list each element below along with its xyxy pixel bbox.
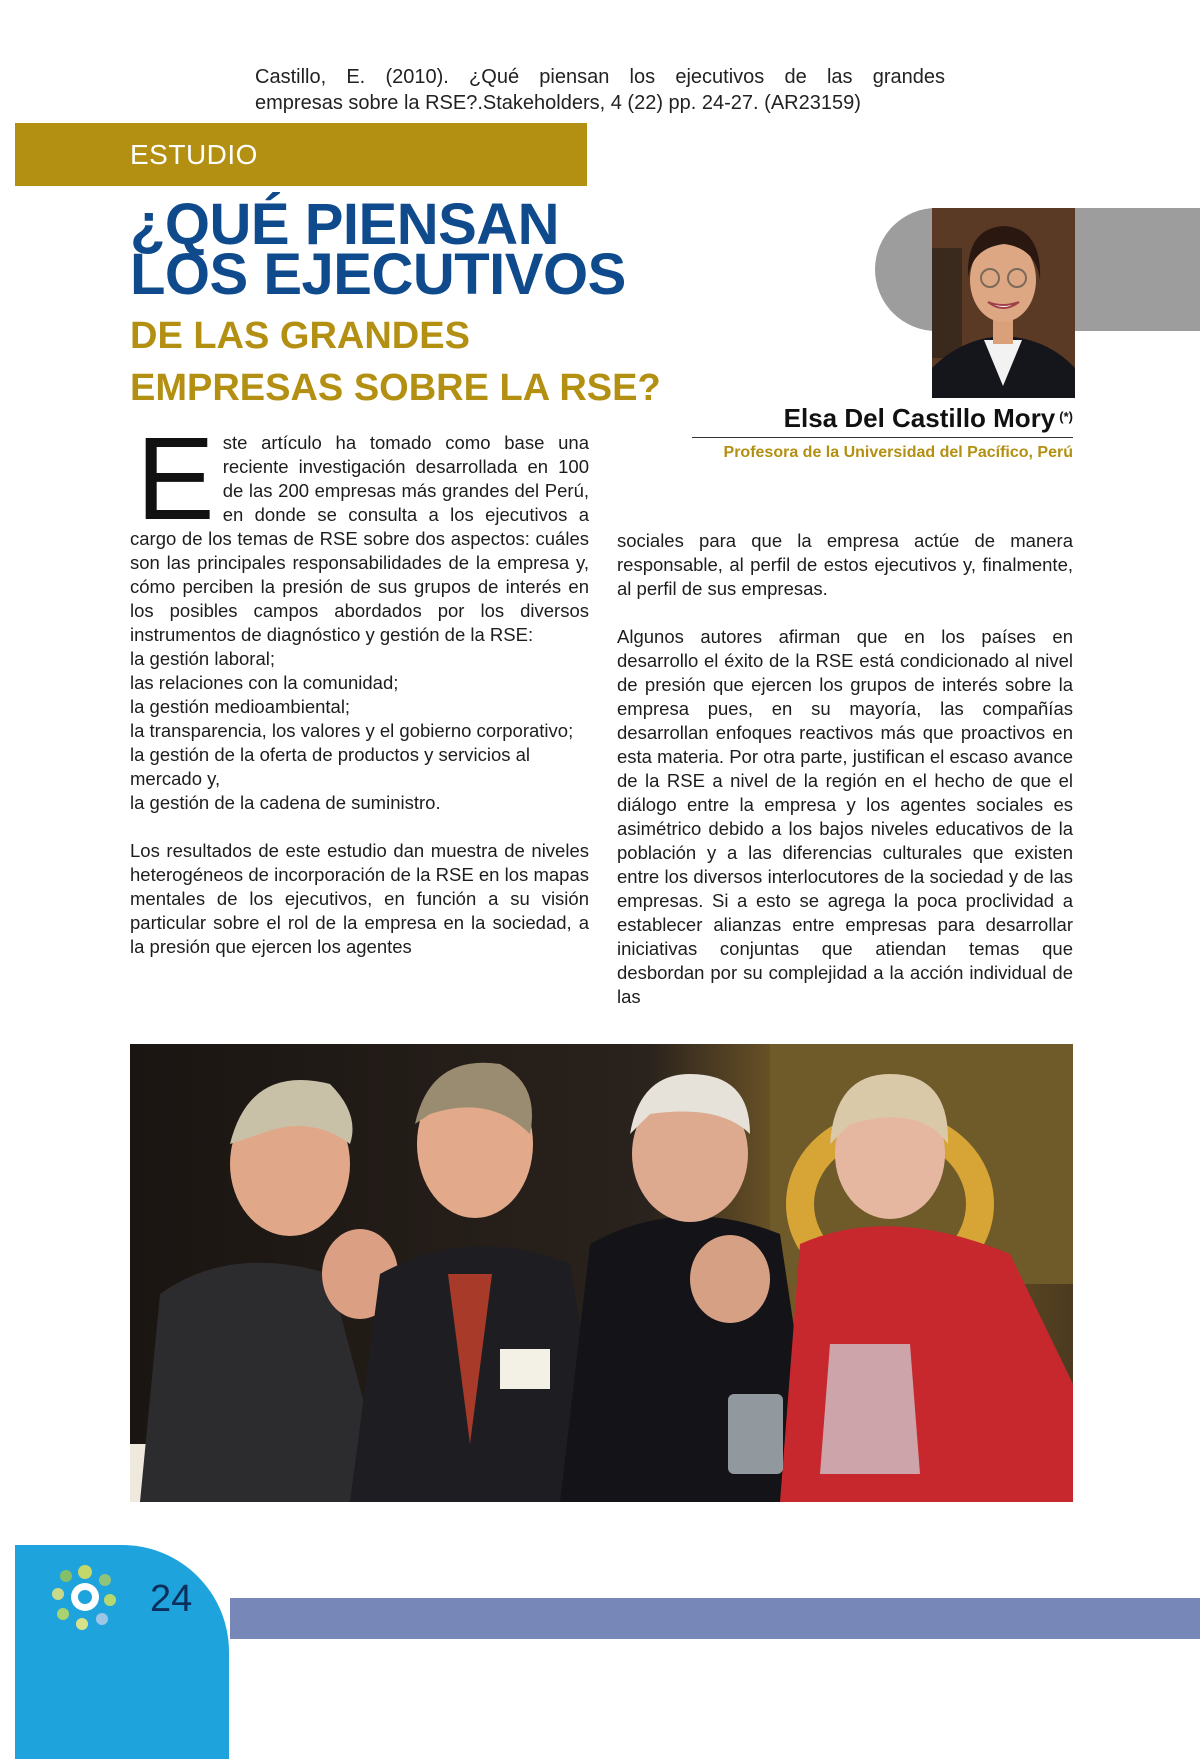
section-bar <box>15 123 587 186</box>
list-item: la gestión laboral; <box>130 648 276 669</box>
body-column-1 <box>130 413 589 959</box>
body-column-2 <box>617 529 1073 1009</box>
author-name <box>784 403 1073 434</box>
paragraph-2: Los resultados de este estudio dan muestra de niveles heterogéneos de incorporación de la RSE en los mapas mentales de los ejecutivos, en función a su visión particular sobre el rol de la empresa en la sociedad, a la presión que ejercen los agentes <box>130 840 589 957</box>
paragraph-4: Algunos autores afirman que en los países en desarrollo el éxito de la RSE está condicionado al nivel de presión que ejercen los grupos de interés sobre la empresa pues, en su mayoría, las compañías desarrollan enfoques reactivos más que proactivos en esta materia. Por otra parte, justifican el escaso avance de la RSE a nivel de la región en el hecho de que el diálogo entre la empresa y los agentes sociales es asimétrico debido a los bajos niveles educativos de la población y a las diferencias culturales que existen entre los diversos interlocutores de la sociedad y de las empresas. Si a esto se agrega la poca proclividad a establecer alianzas entre empresas para desarrollar iniciativas conjuntas que atiendan temas que desbordan por su complejidad a la acción individual de las <box>617 626 1073 1007</box>
author-name-text: Elsa Del Castillo Mory <box>783 403 1056 433</box>
list-item: las relaciones con la comunidad; <box>130 672 399 693</box>
list-item: la gestión medioambiental; <box>130 696 351 717</box>
section-label: ESTUDIO <box>130 139 258 170</box>
list-item: la gestión de la oferta de productos y servicios al mercado y, <box>130 744 531 789</box>
drop-cap: E <box>136 413 215 545</box>
citation-line-2: empresas sobre la RSE?.Stakeholders, 4 (22) pp. 24-27. (AR23159) <box>255 92 861 114</box>
citation <box>255 64 945 116</box>
article-title <box>130 192 626 307</box>
author-affiliation: Profesora de la Universidad del Pacífico, Perú <box>723 444 1073 461</box>
author-note-mark: (*) <box>1059 409 1073 424</box>
title-line-2: LOS EJECUTIVOS <box>130 242 626 307</box>
responsibility-list <box>130 647 589 815</box>
panel-photo <box>130 1044 1073 1502</box>
page-number: 24 <box>150 1578 193 1620</box>
stakeholders-logo-icon <box>40 1552 130 1647</box>
title-line-1: ¿QUÉ PIENSAN <box>130 192 560 257</box>
citation-line-1: Castillo, E. (2010). ¿Qué piensan los ejecutivos de las grandes <box>255 66 945 88</box>
paragraph-1-text: ste artículo ha tomado como base una reciente investigación desarrollada en 100 de las 200 empresas más grandes del Perú, en donde se consulta a los ejecutivos a cargo de los temas de RSE sobre dos aspectos: cuáles son las principales responsabilidades de la empresa y, cómo perciben la presión de sus grupos de interés en los posibles campos abordados por los diversos instrumentos de diagnóstico y gestión de la RSE: <box>130 432 589 645</box>
subtitle-line-1: DE LAS GRANDES <box>130 315 470 357</box>
footer-bar <box>230 1598 1200 1639</box>
author-portrait <box>932 208 1075 398</box>
subtitle-line-2: EMPRESAS SOBRE LA RSE? <box>130 367 661 409</box>
list-item: la gestión de la cadena de suministro. <box>130 792 441 813</box>
author-divider <box>692 437 1073 438</box>
paragraph-3: sociales para que la empresa actúe de manera responsable, al perfil de estos ejecutivos y, finalmente, al perfil de sus empresas. <box>617 530 1073 599</box>
paragraph-1 <box>130 413 589 647</box>
article-subtitle <box>130 310 661 414</box>
list-item: la transparencia, los valores y el gobierno corporativo; <box>130 720 574 741</box>
